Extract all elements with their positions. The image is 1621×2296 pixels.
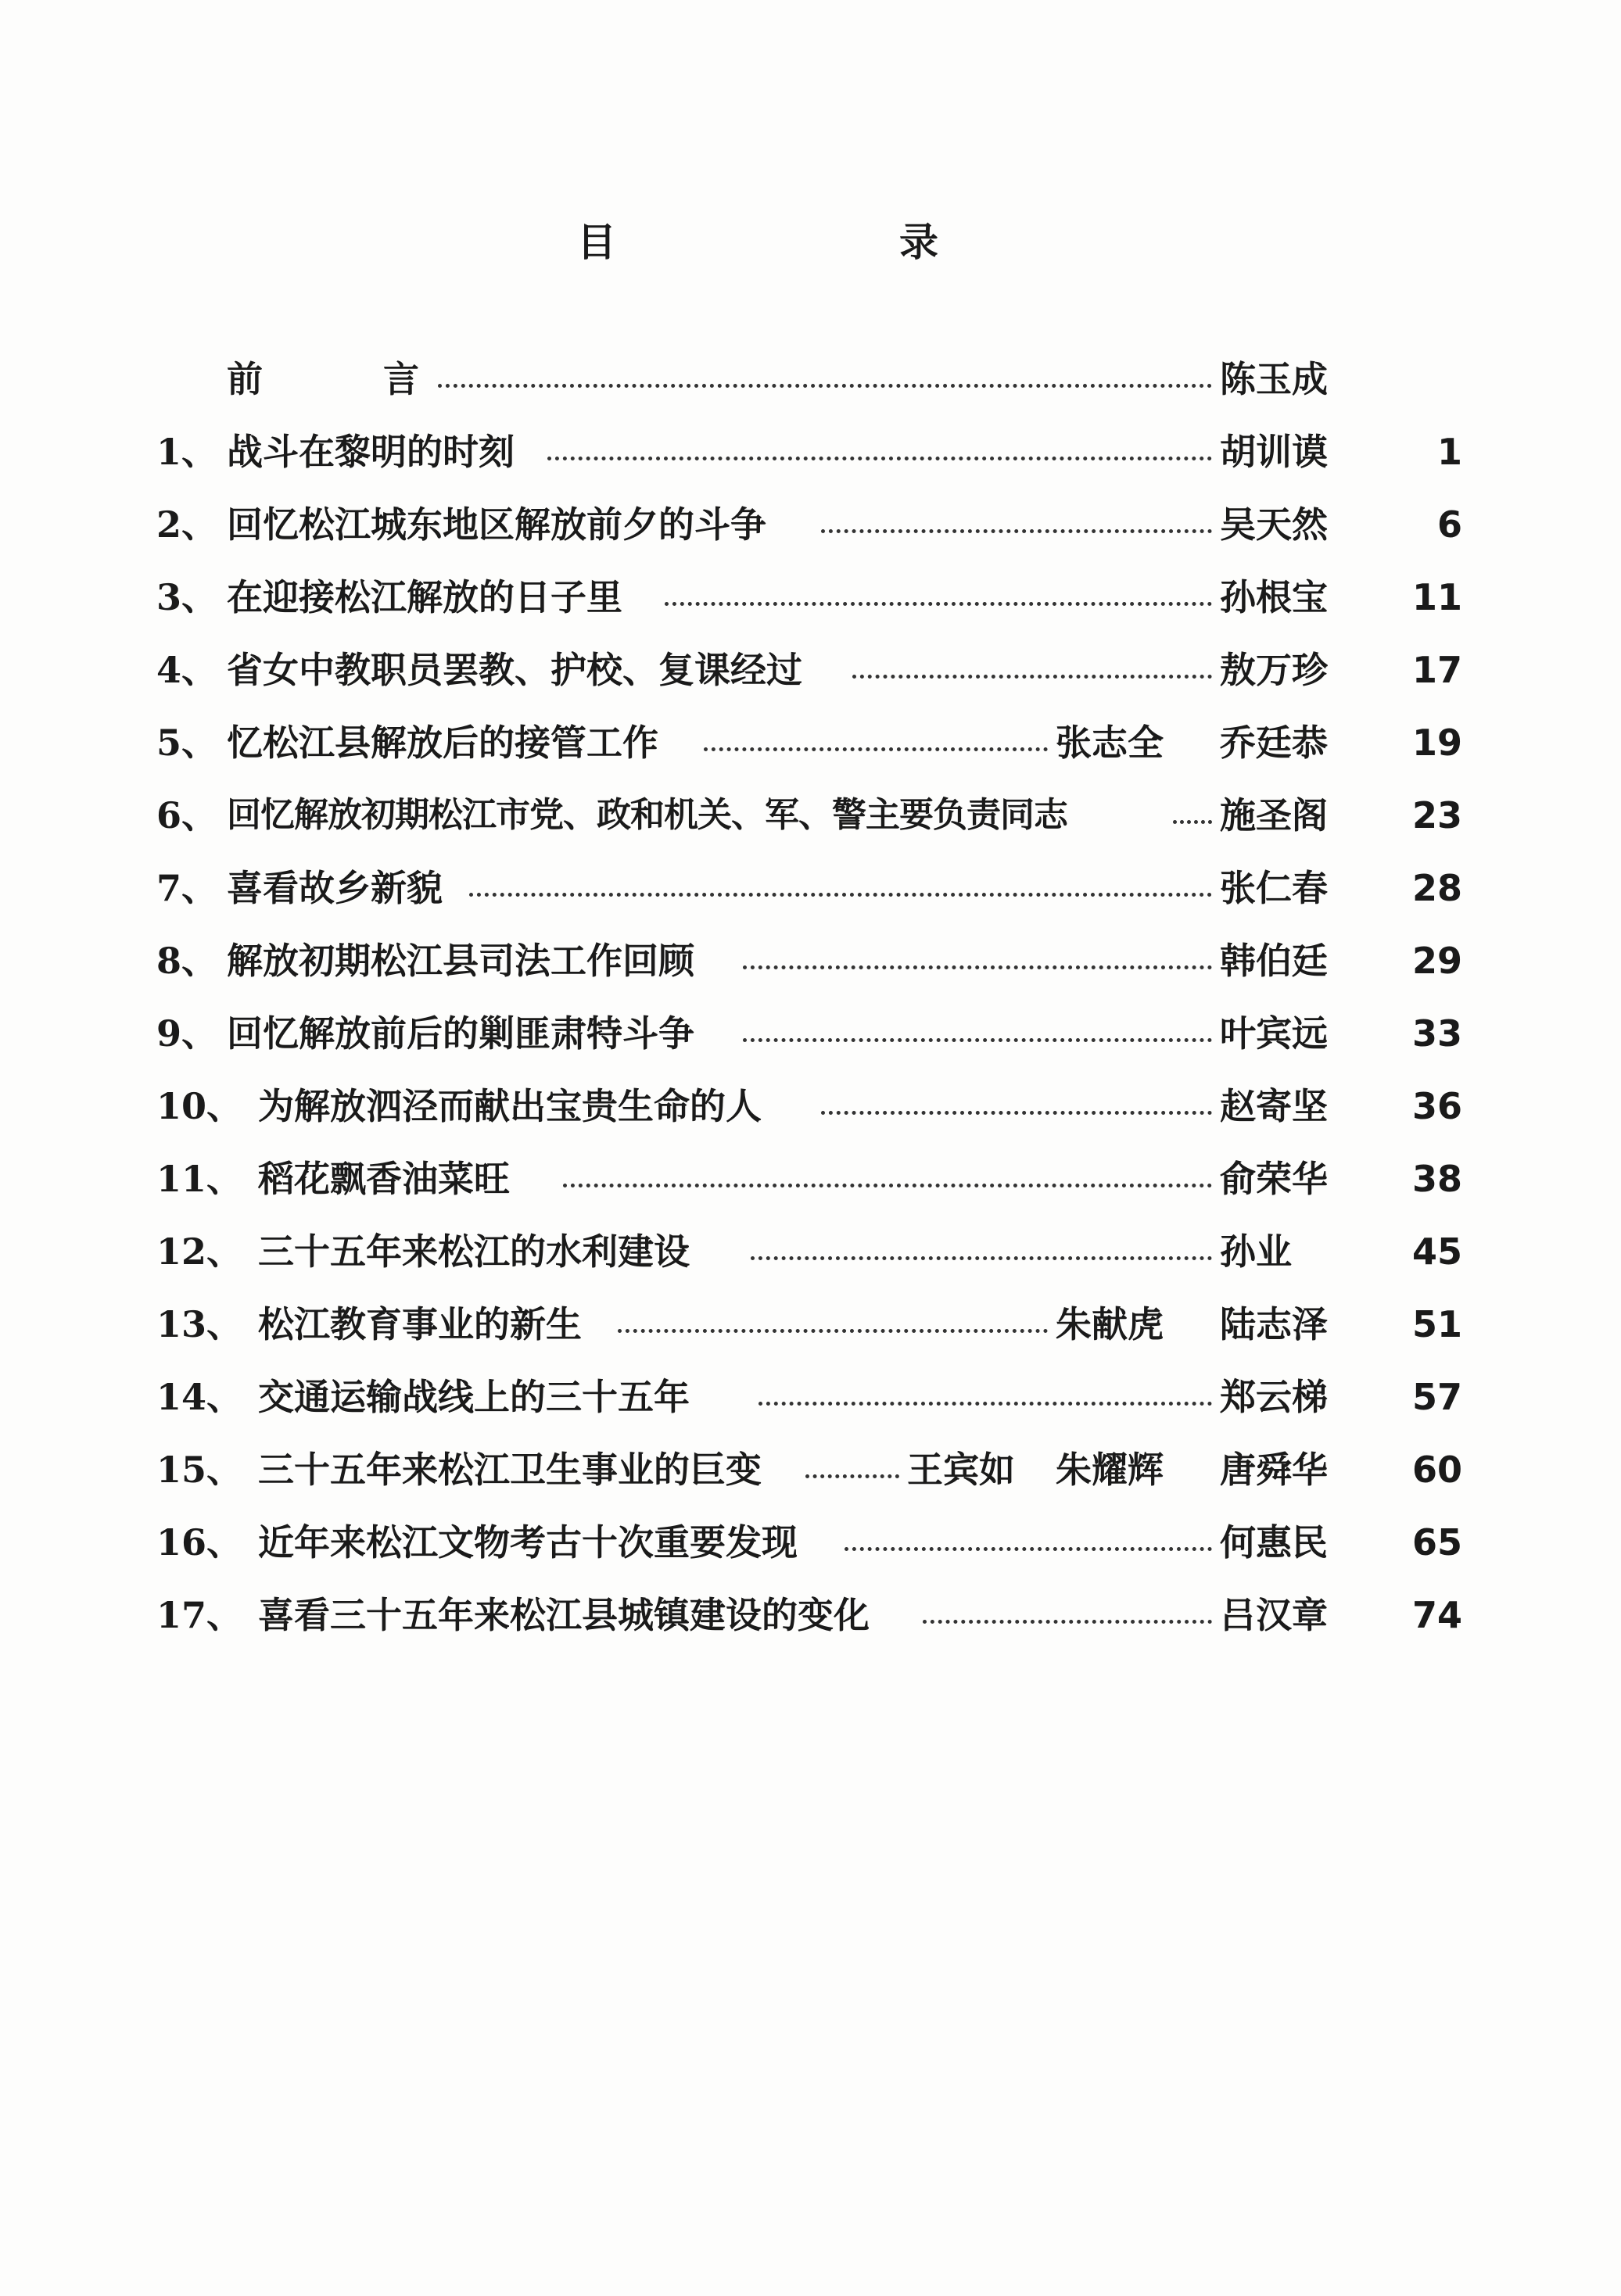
toc-entry-title: 为解放泗泾而献出宝贵生命的人 — [258, 1085, 762, 1127]
toc-page-number: 65 — [1411, 1521, 1462, 1564]
dot-leader — [821, 493, 1212, 556]
toc-row — [0, 1075, 1621, 1137]
toc-heading-char-2: 录 — [899, 219, 938, 265]
toc-entry-number: 9、 — [156, 1012, 218, 1055]
toc-entry-number: 11、 — [156, 1158, 243, 1200]
toc-entry-number: 16、 — [156, 1521, 243, 1564]
toc-row — [0, 1511, 1621, 1574]
toc-author: 乔廷恭 — [1220, 722, 1328, 764]
toc-entry-title: 回忆松江城东地区解放前夕的斗争 — [227, 503, 766, 546]
toc-entry-title: 喜看故乡新貌 — [227, 867, 443, 909]
toc-entry-number: 15、 — [156, 1449, 243, 1491]
toc-entry-number: 6、 — [156, 794, 218, 836]
toc-author: 吴天然 — [1220, 503, 1328, 546]
toc-entry-number: 2、 — [156, 503, 218, 546]
dot-leader — [1173, 784, 1212, 847]
toc-entry-title: 三十五年来松江的水利建设 — [258, 1230, 690, 1273]
toc-entry-title: 省女中教职员罢教、护校、复课经过 — [227, 649, 802, 691]
toc-row — [0, 1002, 1621, 1065]
toc-page-number: 60 — [1411, 1449, 1462, 1491]
toc-page-number: 38 — [1411, 1158, 1462, 1200]
dot-leader — [547, 421, 1212, 483]
toc-row — [0, 1438, 1621, 1501]
toc-heading — [0, 211, 1621, 274]
toc-page-number: 51 — [1411, 1303, 1462, 1345]
dot-leader — [469, 857, 1212, 919]
toc-author: 施圣阁 — [1220, 794, 1328, 836]
toc-page-number: 33 — [1411, 1012, 1462, 1055]
dot-leader — [758, 1366, 1212, 1428]
toc-row-preface — [0, 348, 1621, 410]
toc-entry-title: 松江教育事业的新生 — [258, 1303, 582, 1345]
toc-page-number: 29 — [1411, 940, 1462, 982]
dot-leader — [751, 1220, 1212, 1283]
dot-leader — [438, 348, 1212, 410]
toc-author: 胡训谟 — [1220, 431, 1328, 473]
toc-row — [0, 1366, 1621, 1428]
toc-row — [0, 566, 1621, 629]
toc-author: 俞荣华 — [1220, 1158, 1328, 1200]
toc-page-number: 6 — [1436, 503, 1462, 546]
toc-row — [0, 711, 1621, 774]
toc-author: 吕汉章 — [1220, 1594, 1328, 1636]
toc-page-number: 28 — [1411, 867, 1462, 909]
toc-entry-number: 13、 — [156, 1303, 243, 1345]
toc-entry-number: 8、 — [156, 940, 218, 982]
toc-entry-number: 12、 — [156, 1230, 243, 1273]
toc-row — [0, 930, 1621, 992]
toc-author: 孙业 — [1220, 1230, 1292, 1273]
toc-page-number: 23 — [1411, 794, 1462, 836]
toc-author: 陈玉成 — [1220, 358, 1328, 400]
toc-page-number: 17 — [1411, 649, 1462, 691]
toc-author: 陆志泽 — [1220, 1303, 1328, 1345]
toc-entry-number: 4、 — [156, 649, 218, 691]
toc-entry-title: 稻花飘香油菜旺 — [258, 1158, 510, 1200]
toc-author: 叶宾远 — [1220, 1012, 1328, 1055]
toc-author: 朱献虎 — [1056, 1303, 1164, 1345]
toc-entry-number: 17、 — [156, 1594, 243, 1636]
toc-entry-title: 回忆解放前后的剿匪肃特斗争 — [227, 1012, 694, 1055]
toc-author: 张仁春 — [1220, 867, 1328, 909]
toc-page-number: 45 — [1411, 1230, 1462, 1273]
toc-page-number: 11 — [1411, 576, 1462, 618]
toc-entry-number: 3、 — [156, 576, 218, 618]
toc-row — [0, 784, 1621, 847]
dot-leader — [845, 1511, 1212, 1574]
toc-row — [0, 421, 1621, 483]
toc-row — [0, 1584, 1621, 1646]
toc-author: 王宾如 — [907, 1449, 1015, 1491]
toc-author: 敖万珍 — [1220, 649, 1328, 691]
toc-author: 何惠民 — [1220, 1521, 1328, 1564]
toc-page-number: 19 — [1411, 722, 1462, 764]
toc-author: 韩伯廷 — [1220, 940, 1328, 982]
toc-entry-title: 交通运输战线上的三十五年 — [258, 1376, 690, 1418]
toc-row — [0, 493, 1621, 556]
toc-entry-title: 在迎接松江解放的日子里 — [227, 576, 622, 618]
toc-heading-char-1: 目 — [577, 219, 616, 265]
toc-entry-number: 10、 — [156, 1085, 243, 1127]
toc-page-number: 36 — [1411, 1085, 1462, 1127]
toc-entry-title: 忆松江县解放后的接管工作 — [227, 722, 658, 764]
dot-leader — [704, 711, 1048, 774]
toc-entry-title: 战斗在黎明的时刻 — [227, 431, 515, 473]
toc-author: 赵寄坚 — [1220, 1085, 1328, 1127]
toc-entry-number: 5、 — [156, 722, 218, 764]
dot-leader — [563, 1148, 1212, 1210]
dot-leader — [852, 639, 1212, 701]
toc-author: 郑云梯 — [1220, 1376, 1328, 1418]
toc-entry-title: 回忆解放初期松江市党、政和机关、军、警主要负责同志 — [227, 795, 1067, 835]
toc-author: 孙根宝 — [1220, 576, 1328, 618]
toc-entry-number: 1、 — [156, 431, 218, 473]
dot-leader — [923, 1584, 1212, 1646]
toc-entry-title: 三十五年来松江卫生事业的巨变 — [258, 1449, 762, 1491]
toc-row — [0, 639, 1621, 701]
dot-leader — [618, 1293, 1048, 1356]
toc-row — [0, 1220, 1621, 1283]
toc-page-number: 74 — [1411, 1594, 1462, 1636]
toc-author: 张志全 — [1056, 722, 1164, 764]
toc-entry-title: 喜看三十五年来松江县城镇建设的变化 — [258, 1594, 870, 1636]
toc-page-number: 1 — [1436, 431, 1462, 473]
preface-label-2: 言 — [383, 358, 419, 400]
dot-leader — [821, 1075, 1212, 1137]
toc-entry-title: 近年来松江文物考古十次重要发现 — [258, 1521, 798, 1564]
toc-author: 朱耀辉 — [1056, 1449, 1164, 1491]
toc-entry-number: 7、 — [156, 867, 218, 909]
toc-page-number: 57 — [1411, 1376, 1462, 1418]
toc-author: 唐舜华 — [1220, 1449, 1328, 1491]
dot-leader — [805, 1438, 899, 1501]
toc-row — [0, 1293, 1621, 1356]
preface-label-1: 前 — [227, 358, 263, 400]
toc-entry-title: 解放初期松江县司法工作回顾 — [227, 940, 694, 982]
toc-row — [0, 1148, 1621, 1210]
toc-entry-number: 14、 — [156, 1376, 243, 1418]
dot-leader — [743, 1002, 1212, 1065]
toc-row — [0, 857, 1621, 919]
dot-leader — [743, 930, 1212, 992]
dot-leader — [665, 566, 1212, 629]
